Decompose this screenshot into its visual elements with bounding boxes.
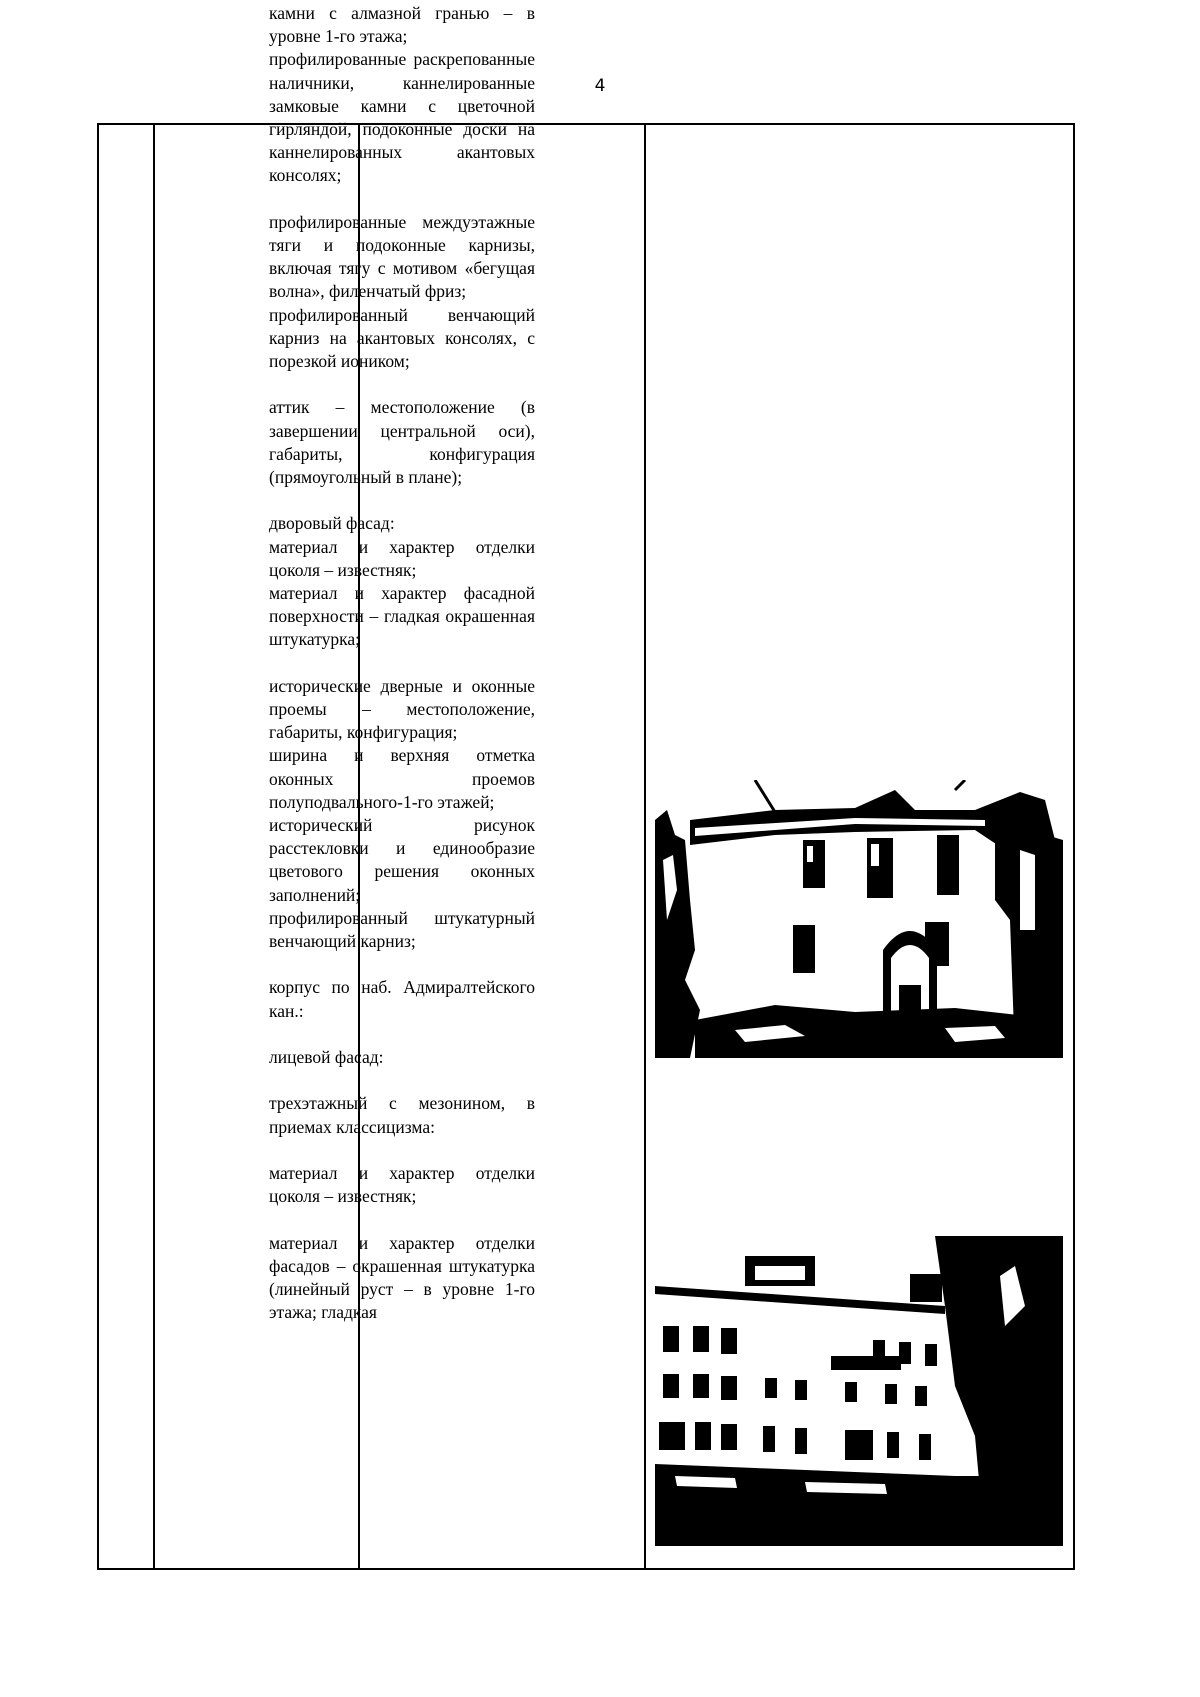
embankment-facade-image bbox=[655, 1236, 1063, 1546]
description-paragraph bbox=[269, 675, 535, 953]
description-paragraph bbox=[269, 211, 535, 373]
description-column bbox=[269, 2, 535, 1442]
column-divider-1 bbox=[153, 125, 155, 1568]
embankment-facade-photo bbox=[655, 1236, 1063, 1546]
description-paragraph bbox=[269, 512, 535, 651]
description-line: исторический рисунок расстекловки и единообразие цветового решения оконных заполнений; bbox=[269, 815, 535, 905]
description-line: лицевой фасад: bbox=[269, 1047, 384, 1068]
description-line: материал и характер фасадной поверхности – гладкая окрашенная штукатурка; bbox=[269, 583, 535, 650]
description-line: материал и характер отделки цоколя – известняк; bbox=[269, 1163, 535, 1207]
description-line: трехэтажный с мезонином, в приемах классицизма: bbox=[269, 1093, 535, 1137]
courtyard-facade-image bbox=[655, 780, 1063, 1058]
description-paragraph bbox=[269, 976, 535, 1022]
description-paragraph bbox=[269, 396, 535, 489]
description-paragraph bbox=[269, 2, 535, 188]
description-line: корпус по наб. Адмиралтейского кан.: bbox=[269, 977, 535, 1021]
description-line: профилированные раскрепованные наличники, каннелированные замковые камни с цветочной гирляндой, подоконные доски на каннелированных акантовых консолях; bbox=[269, 49, 535, 186]
description-line: аттик – местоположение (в завершении центральной оси), габариты, конфигурация (прямоугольный в плане); bbox=[269, 397, 535, 488]
page-number: 4 bbox=[594, 76, 606, 96]
description-line: камни с алмазной гранью – в уровне 1-го этажа; bbox=[269, 3, 535, 47]
description-paragraph bbox=[269, 1232, 535, 1325]
description-line: профилированный венчающий карниз на акантовых консолях, с порезкой иоником; bbox=[269, 304, 535, 372]
description-paragraph bbox=[269, 1092, 535, 1138]
description-paragraph bbox=[269, 1046, 535, 1069]
description-line: профилированный штукатурный венчающий карниз; bbox=[269, 907, 535, 952]
description-line: профилированные междуэтажные тяги и подоконные карнизы, включая тягу с мотивом «бегущая волна», филенчатый фриз; bbox=[269, 211, 535, 302]
description-line: дворовый фасад: bbox=[269, 513, 395, 534]
column-divider-3 bbox=[644, 125, 646, 1568]
description-line: исторические дверные и оконные проемы – местоположение, габариты, конфигурация; bbox=[269, 675, 535, 743]
description-paragraph bbox=[269, 1162, 535, 1208]
description-line: материал и характер отделки фасадов – окрашенная штукатурка (линейный руст – в уровне 1-го этажа; гладкая bbox=[269, 1232, 535, 1323]
description-line: материал и характер отделки цоколя – известняк; bbox=[269, 536, 535, 580]
description-line: ширина и верхняя отметка оконных проемов полуподвального-1-го этажей; bbox=[269, 745, 535, 812]
courtyard-facade-photo bbox=[655, 780, 1063, 1058]
